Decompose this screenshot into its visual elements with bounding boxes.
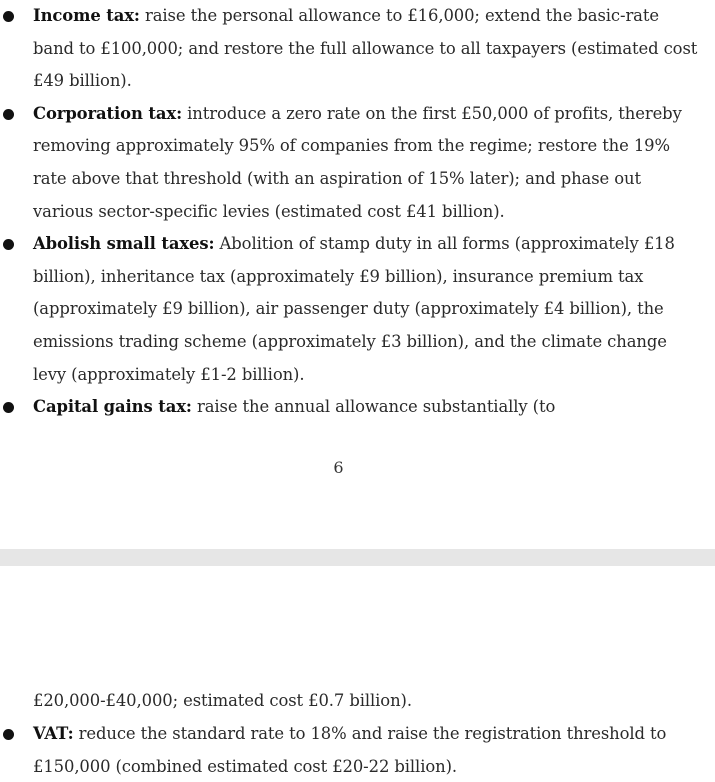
bullet-icon	[3, 729, 14, 740]
item-text: introduce a zero rate on the first £50,000 of profits, thereby removing approximately 95% of companies from the regime; restore the 19% rate above that threshold (with an aspiration of 15% later); and phase out various sector-specific levies (estimated cost £41 billion).	[33, 103, 682, 221]
item-text: Abolition of stamp duty in all forms (approximately £18 billion), inheritance tax (approximately £9 billion), insurance premium tax (approximately £9 billion), air passenger duty (approximately £4 billion), the emissions trading scheme (approximately £3 billion), and the climate change levy (approximately £1-2 billion).	[33, 234, 675, 384]
page-separator	[0, 549, 715, 566]
item-label: Corporation tax:	[33, 103, 183, 123]
item-text: raise the annual allowance substantially (to	[191, 397, 556, 417]
list-item	[0, 0, 715, 98]
bullet-icon	[3, 11, 14, 22]
list-item	[0, 391, 715, 424]
item-label: Income tax:	[33, 6, 140, 25]
bullet-icon	[3, 402, 14, 413]
item-label: Abolish small taxes:	[33, 234, 215, 254]
list-item	[0, 98, 715, 228]
document-page	[0, 566, 715, 782]
item-text: raise the personal allowance to £16,000; extend the basic-rate band to £100,000; and restore the full allowance to all taxpayers (estimated cost £49 billion).	[33, 6, 698, 91]
bullet-icon	[3, 109, 14, 120]
bullet-list	[0, 718, 715, 782]
bullet-icon	[3, 239, 14, 250]
item-label: Capital gains tax:	[33, 397, 192, 417]
list-item	[0, 228, 715, 391]
page-number: 6	[333, 458, 344, 477]
continued-text: £20,000-£40,000; estimated cost £0.7 billion).	[33, 691, 412, 710]
item-text: reduce the standard rate to 18% and raise the registration threshold to £150,000 (combined estimated cost £20-22 billion).	[33, 724, 667, 776]
list-item	[0, 718, 715, 782]
item-label: VAT:	[33, 724, 74, 743]
